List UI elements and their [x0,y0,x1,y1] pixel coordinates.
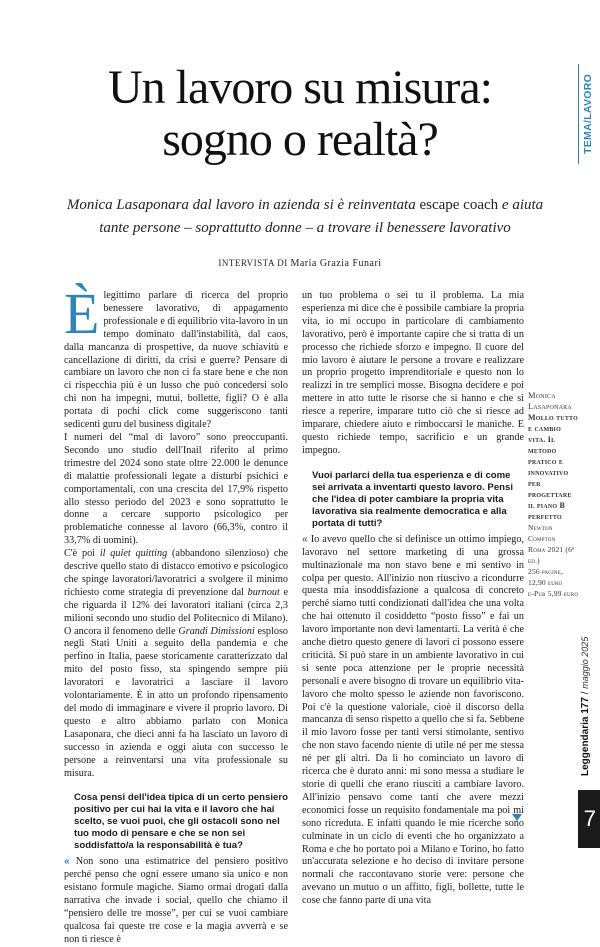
article-column-2 [302,290,524,908]
paragraph: C'è poi il quiet quitting (abbandono silenzioso) che descrive quello stato di distacco emotivo e psicologico che spinge lavoratori/lavoratrici a svolgere il minimo richiesto come strategia di prevenzione dal burnout e che riguarda il 12% dei lavoratori italiani (circa 2,3 milioni secondo uno studio del Politecnico di Milano). O ancora il fenomeno delle Grandi Dimissioni esploso negli Stati Uniti a seguito della pandemia e che perfino in Italia, paese storicamente caratterizzato dal mito del posto fisso, sta spingendo sempre più lavoratori e lavoratrici a lasciare il lavoro volontariamente. È in atto un profondo ripensamento del modo di immaginare e vivere il proprio lavoro. Di questo e altro abbiamo parlato con Monica Lasaponara, che dieci anni fa ha lasciato un lavoro di successo in azienda e oggi aiuta con successo le persone a reinventarsi una vita professionale su misura. [64,548,289,779]
book-ebook-price: e-Pub 5,99 euro [528,589,579,598]
quote-mark-icon: « [302,533,308,545]
magazine-footer: Leggendaria 177 / maggio 2025 [580,636,591,776]
interview-answer: « Non sono una estimatrice del pensiero positivo perché penso che ogni essere umano sia unico e non esistano formule magiche. Siamo ormai drogati dalla narrativa che invade i social, quello che chiamo il “pensiero delle tre mosse”, per cui se vuoi cambiare qualcosa fai queste tre cose e la magia avverrà e se non ti riesce è [64,856,289,945]
headline-line-2: sogno o realtà? [162,113,438,166]
drop-cap: È [64,281,100,346]
issue-number: 177 [580,697,591,714]
deck-part-2: e aiuta tante persone – soprattutto donne – a trovare il benessere lavorativo [99,197,544,236]
headline [40,62,560,166]
continue-arrow-icon [512,814,522,821]
section-divider [578,64,579,164]
deck-upright: escape coach [419,197,499,213]
byline-prefix: INTERVISTA DI [218,258,288,268]
book-pages-price: 256 pagine, 12,90 euro [528,567,564,587]
byline-author: Maria Grazia Funari [290,258,382,269]
deck-part-1: Monica Lasaponara dal lavoro in azienda si è reinventata [66,197,416,213]
book-publisher: Newton Compton [528,523,556,543]
paragraph: I numeri del “mal di lavoro” sono preoccupanti. Secondo uno studio dell'Inail riferito al primo trimestre del 2024 sono state oltre 22.000 le denunce di malattie professionali legate a disturbi psichici e comportamentali, con una crescita del 17,9% rispetto allo stesso periodo del 2023 e sono soprattutto le donne a cercare supporto psicologico per problematiche connesse al lavoro (66,3%, contro il 33,7% di uomini). [64,431,288,547]
magazine-name: Leggendaria [580,716,591,776]
quote-mark-icon: « [64,856,70,868]
book-author: Monica Lasaponara [528,390,572,411]
interview-question: Cosa pensi dell'idea tipica di un certo pensiero positivo per cui hai la vita e il lavoro che hai scelto, se vuoi puoi, che gli ostacoli sono nel tuo modo di pensare e che se non sei soddisfatto/a la responsabilità è tua? [74,792,288,852]
article-column-1 [64,281,289,947]
interview-question: Vuoi parlarci della tua esperienza e di come sei arrivata a inventarti questo lavoro. Pensi che l'idea di poter cambiare la propria vita lavorativa sia realmente democratica e alla portata di tutti? [312,469,514,529]
book-city-year: Roma 2021 (6ª ed.) [528,545,575,565]
page-number: 7 [583,806,596,831]
byline [40,258,560,269]
section-tag [582,64,596,154]
paragraph: un tuo problema o sei tu il problema. La mia esperienza mi dice che è possibile cambiare la propria vita, io mi occupo in particolare di cambiamento lavorativo, però è importante capire che si tratta di un processo che richiede sforzo e impegno. Il cuore del mio lavoro è aiutare le persone a trovare e realizzare un proprio progetto imprenditoriale e questo non lo realizzi in tre semplici mosse. Bisogna decidere e poi mettere in atto tutte le risorse che si hanno e che si riesce a reperire, imparare tutto ciò che si riesce ad imparare, chiedere aiuto e rimboccarsi le maniche. E questo richiede tempo, sacrificio e un grande impegno. [302,290,524,456]
section-tag-label: TEMA/LAVORO [582,73,594,154]
paragraph: legittimo parlare di ricerca del proprio benessere lavorativo, di appagamento professionale e di equilibrio vita-lavoro in un tempo dominato dall'instabilità, dal caos, dalla mancanza di prospettive, da nuove schiavitù e cancellazione di diritti, da crisi e guerre? Pensare di cambiare un lavoro che non ci fa stare bene e che non ci rispecchia più è un lusso che può concedersi solo chi non ha impegni, mutui, bollette, figli? O è alla portata di pochi click come suggeriscono tanti sedicenti guru del business digitale? [64,290,288,431]
issue-date: maggio 2025 [580,636,590,689]
interview-answer: « Io avevo quello che si definisce un ottimo impiego, lavoravo nel settore marketing di una grossa multinazionale ma non stavo bene e mi sentivo in colpa per questo. All'inizio non riuscivo a ricondurre questa mia insoddisfazione a qualcosa di concreto perché siamo tutti condizionati dall'idea che una volta che hai ottenuto il cosiddetto “posto fisso” e fai un lavoro importante non devi lamentarti. La verità è che anche dietro questo genere di lavori ci possono essere criticità. Si può stare in un ambiente lavorativo in cui si sente poca attenzione per le proprie necessità personali e avere bisogno di trovare un equilibrio vita-lavoro che molto spesso le aziende non favoriscono. Poi c'è la questione valoriale, cioè il discorso della mancanza di senso rispetto a quello che si fa. Sebbene il mio lavoro fosse per tanti versi stimolante, sentivo che non stavo facendo niente di utile né per me stessa né per gli altri. Da lì ho cominciato un lavoro di ricerca che è durato anni: mi sono messa a studiare le storie di quelli che erano riusciti a cambiare lavoro. All'inizio pensavo come tanti che avere mezzi economici fosse un requisito fondamentale ma poi mi sono ricreduta. E infatti quando le mie ricerche sono culminate in un ciclo di eventi che ho organizzato a Roma e che ho portato poi a Milano e Torino, ho fatto un'accurata selezione e ho deciso di invitare persone normali che raccontavano storie vere: persone che avevano un mutuo o un affitto, figli, bollette, tutte le cose che fanno parte di una vita [302,533,525,907]
book-title: Mollo tutto e cambio vita. Il metodo pratico e innovativo per progettare il piano B perfetto [528,413,578,521]
book-info [528,390,580,599]
headline-line-1: Un lavoro su misura: [108,61,492,114]
deck [50,194,560,240]
